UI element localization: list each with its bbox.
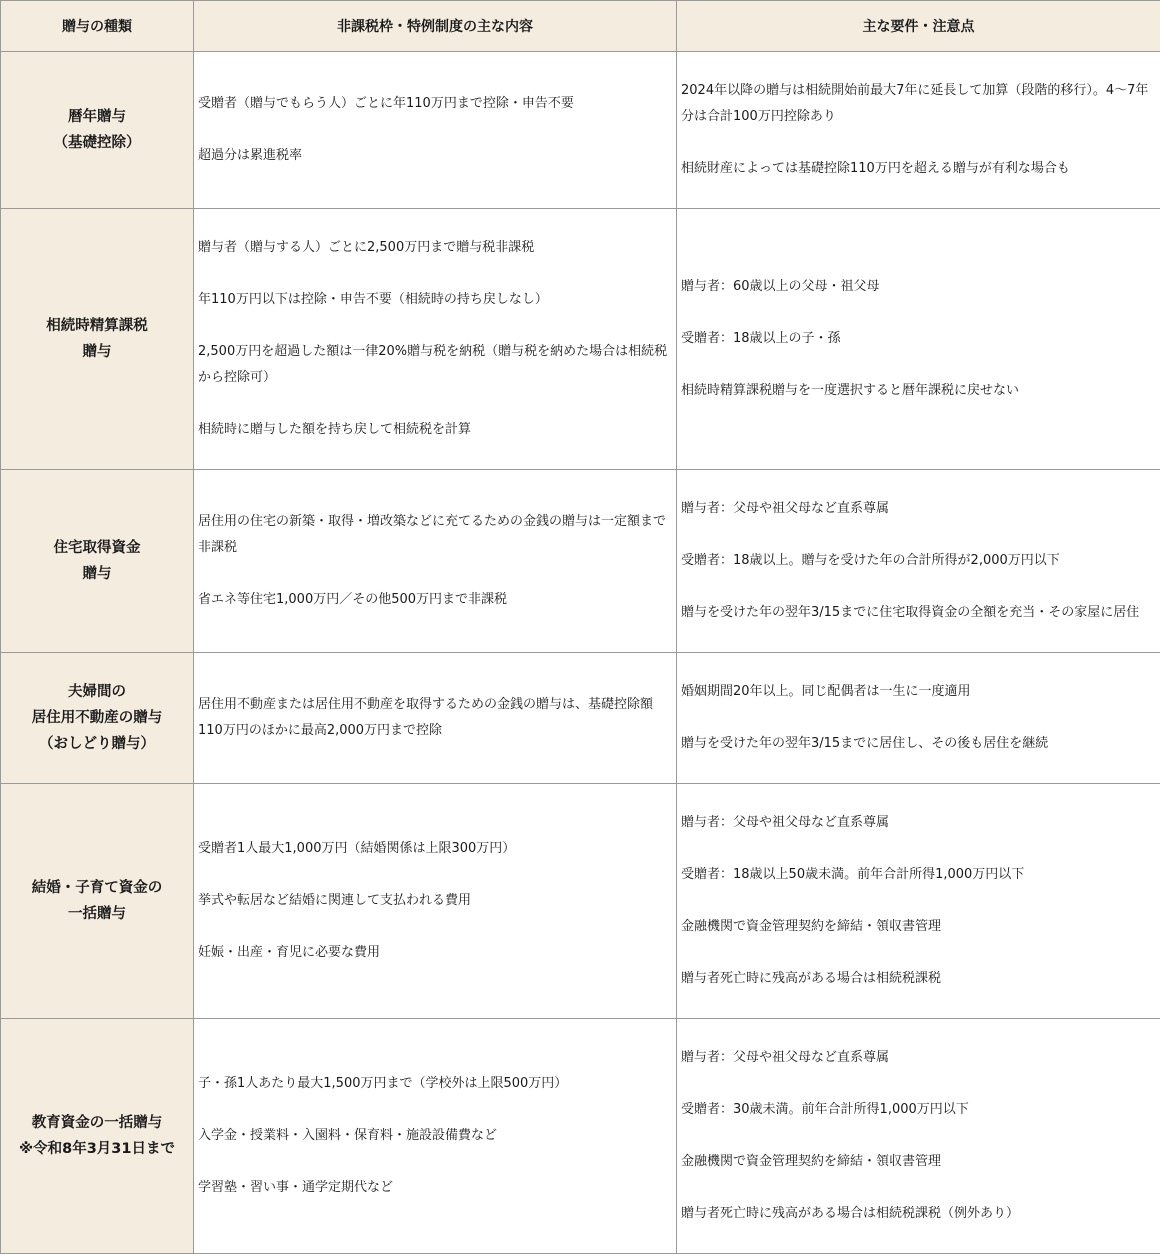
content-cell — [194, 653, 677, 784]
gift-type-line: 贈与 — [5, 339, 189, 365]
content-line: 相続時に贈与した額を持ち戻して相続税を計算 — [198, 417, 672, 443]
requirement-line: 相続時精算課税贈与を一度選択すると暦年課税に戻せない — [681, 378, 1156, 404]
requirement-line: 受贈者：18歳以上の子・孫 — [681, 326, 1156, 352]
requirement-line: 贈与者：父母や祖父母など直系尊属 — [681, 810, 1156, 836]
requirements-cell — [677, 653, 1160, 784]
content-line: 子・孫1人あたり最大1,500万円まで（学校外は上限500万円） — [198, 1071, 672, 1097]
content-line: 2,500万円を超過した額は一律20%贈与税を納税（贈与税を納めた場合は相続税から控除可） — [198, 339, 672, 391]
gift-type-line: 一括贈与 — [5, 901, 189, 927]
requirement-line: 贈与者：60歳以上の父母・祖父母 — [681, 274, 1156, 300]
content-cell — [194, 52, 677, 209]
content-line: 居住用不動産または居住用不動産を取得するための金銭の贈与は、基礎控除額110万円のほかに最高2,000万円まで控除 — [198, 692, 672, 744]
requirement-line: 贈与者：父母や祖父母など直系尊属 — [681, 496, 1156, 522]
requirement-line: 贈与者死亡時に残高がある場合は相続税課税 — [681, 966, 1156, 992]
table-row — [1, 470, 1160, 653]
table-row — [1, 209, 1160, 470]
gift-type-line: （基礎控除） — [5, 130, 189, 156]
requirement-line: 婚姻期間20年以上。同じ配偶者は一生に一度適用 — [681, 679, 1156, 705]
requirement-line: 金融機関で資金管理契約を締結・領収書管理 — [681, 1149, 1156, 1175]
requirement-line: 贈与を受けた年の翌年3/15までに居住し、その後も居住を継続 — [681, 731, 1156, 757]
table-row — [1, 784, 1160, 1019]
gift-type-cell — [1, 653, 194, 784]
requirement-line: 受贈者：18歳以上50歳未満。前年合計所得1,000万円以下 — [681, 862, 1156, 888]
gift-type-line: 暦年贈与 — [5, 104, 189, 130]
content-cell — [194, 209, 677, 470]
requirement-line: 贈与者：父母や祖父母など直系尊属 — [681, 1045, 1156, 1071]
content-line: 入学金・授業料・入園料・保育料・施設設備費など — [198, 1123, 672, 1149]
gift-type-line: 結婚・子育て資金の — [5, 875, 189, 901]
requirement-line: 2024年以降の贈与は相続開始前最大7年に延長して加算（段階的移行）。4〜7年分は合計100万円控除あり — [681, 78, 1156, 130]
requirement-line: 贈与者死亡時に残高がある場合は相続税課税（例外あり） — [681, 1201, 1156, 1227]
gift-type-line: 居住用不動産の贈与 — [5, 705, 189, 731]
content-line: 妊娠・出産・育児に必要な費用 — [198, 940, 672, 966]
table-row — [1, 1019, 1160, 1254]
gift-type-cell — [1, 1019, 194, 1254]
requirements-cell — [677, 52, 1160, 209]
table-row — [1, 52, 1160, 209]
header-main-content: 非課税枠・特例制度の主な内容 — [194, 1, 677, 52]
gift-type-line: 夫婦間の — [5, 679, 189, 705]
content-cell — [194, 470, 677, 653]
header-requirements: 主な要件・注意点 — [677, 1, 1160, 52]
content-line: 受贈者（贈与でもらう人）ごとに年110万円まで控除・申告不要 — [198, 91, 672, 117]
requirements-cell — [677, 1019, 1160, 1254]
gift-type-line: 住宅取得資金 — [5, 535, 189, 561]
table-row — [1, 653, 1160, 784]
requirement-line: 贈与を受けた年の翌年3/15までに住宅取得資金の全額を充当・その家屋に居住 — [681, 600, 1156, 626]
content-line: 受贈者1人最大1,000万円（結婚関係は上限300万円） — [198, 836, 672, 862]
content-line: 挙式や転居など結婚に関連して支払われる費用 — [198, 888, 672, 914]
gift-type-line: ※令和8年3月31日まで — [5, 1136, 189, 1162]
content-line: 贈与者（贈与する人）ごとに2,500万円まで贈与税非課税 — [198, 235, 672, 261]
gift-type-line: （おしどり贈与） — [5, 731, 189, 757]
requirements-cell — [677, 470, 1160, 653]
requirement-line: 金融機関で資金管理契約を締結・領収書管理 — [681, 914, 1156, 940]
gift-type-line: 贈与 — [5, 561, 189, 587]
gift-type-cell — [1, 470, 194, 653]
requirement-line: 相続財産によっては基礎控除110万円を超える贈与が有利な場合も — [681, 156, 1156, 182]
header-gift-type: 贈与の種類 — [1, 1, 194, 52]
gift-type-cell — [1, 209, 194, 470]
content-line: 年110万円以下は控除・申告不要（相続時の持ち戻しなし） — [198, 287, 672, 313]
requirements-cell — [677, 209, 1160, 470]
content-line: 学習塾・習い事・通学定期代など — [198, 1175, 672, 1201]
requirement-line: 受贈者：30歳未満。前年合計所得1,000万円以下 — [681, 1097, 1156, 1123]
requirements-cell — [677, 784, 1160, 1019]
header-row — [1, 1, 1160, 52]
content-cell — [194, 1019, 677, 1254]
content-line: 居住用の住宅の新築・取得・増改築などに充てるための金銭の贈与は一定額まで非課税 — [198, 509, 672, 561]
content-cell — [194, 784, 677, 1019]
gift-type-cell — [1, 784, 194, 1019]
gift-type-line: 教育資金の一括贈与 — [5, 1110, 189, 1136]
gift-type-cell — [1, 52, 194, 209]
content-line: 超過分は累進税率 — [198, 143, 672, 169]
content-line: 省エネ等住宅1,000万円／その他500万円まで非課税 — [198, 587, 672, 613]
requirement-line: 受贈者：18歳以上。贈与を受けた年の合計所得が2,000万円以下 — [681, 548, 1156, 574]
gift-type-line: 相続時精算課税 — [5, 313, 189, 339]
